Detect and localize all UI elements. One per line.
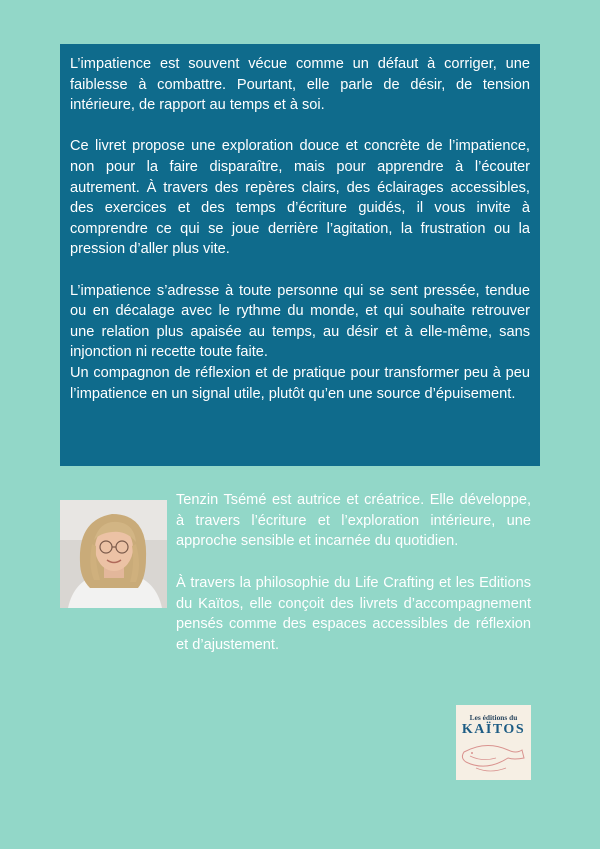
- back-cover-blurb: [60, 44, 540, 466]
- publisher-logo: [456, 705, 531, 780]
- publisher-logo-brand: KAÏTOS: [461, 722, 526, 737]
- author-photo: [60, 500, 167, 608]
- blurb-paragraph-4: Un compagnon de réflexion et de pratique pour transformer peu à peu l’impatience en un signal utile, plutôt qu’en une source d’épuisement.: [70, 364, 530, 402]
- whale-icon: [456, 738, 531, 780]
- publisher-logo-top-text: Les éditions du: [469, 713, 518, 722]
- blurb-paragraph-1: L’impatience est souvent vécue comme un défaut à corriger, une faiblesse à combattre. Pourtant, elle parle de désir, de tension intérieure, de rapport au temps et à soi.: [70, 56, 530, 114]
- author-bio-paragraph-2: À travers la philosophie du Life Crafting et les Editions du Kaïtos, elle conçoit des livrets d’accompagnement pensés comme des espaces accessibles de réflexion et d’ajustement.: [176, 574, 531, 653]
- blurb-paragraph-3: L’impatience s’adresse à toute personne qui se sent pressée, tendue ou en décalage avec le rythme du monde, et qui souhaite retrouver une relation plus apaisée au temps, au désir et à elle-même, sans injonction ni recette toute faite.: [70, 282, 530, 361]
- blurb-paragraph-2: Ce livret propose une exploration douce et concrète de l’impatience, non pour la faire disparaître, mais pour apprendre à l’écouter autrement. À travers des repères clairs, des éclairages accessibles, des exercices et des temps d’écriture guidés, il vous invite à comprendre ce qui se joue derrière l’agitation, la frustration ou la pression d’aller plus vite.: [70, 138, 530, 258]
- author-bio-paragraph-1: Tenzin Tsémé est autrice et créatrice. Elle développe, à travers l’écriture et l’exploration intérieure, une approche sensible et incarnée du quotidien.: [176, 492, 531, 550]
- author-bio: [176, 490, 531, 656]
